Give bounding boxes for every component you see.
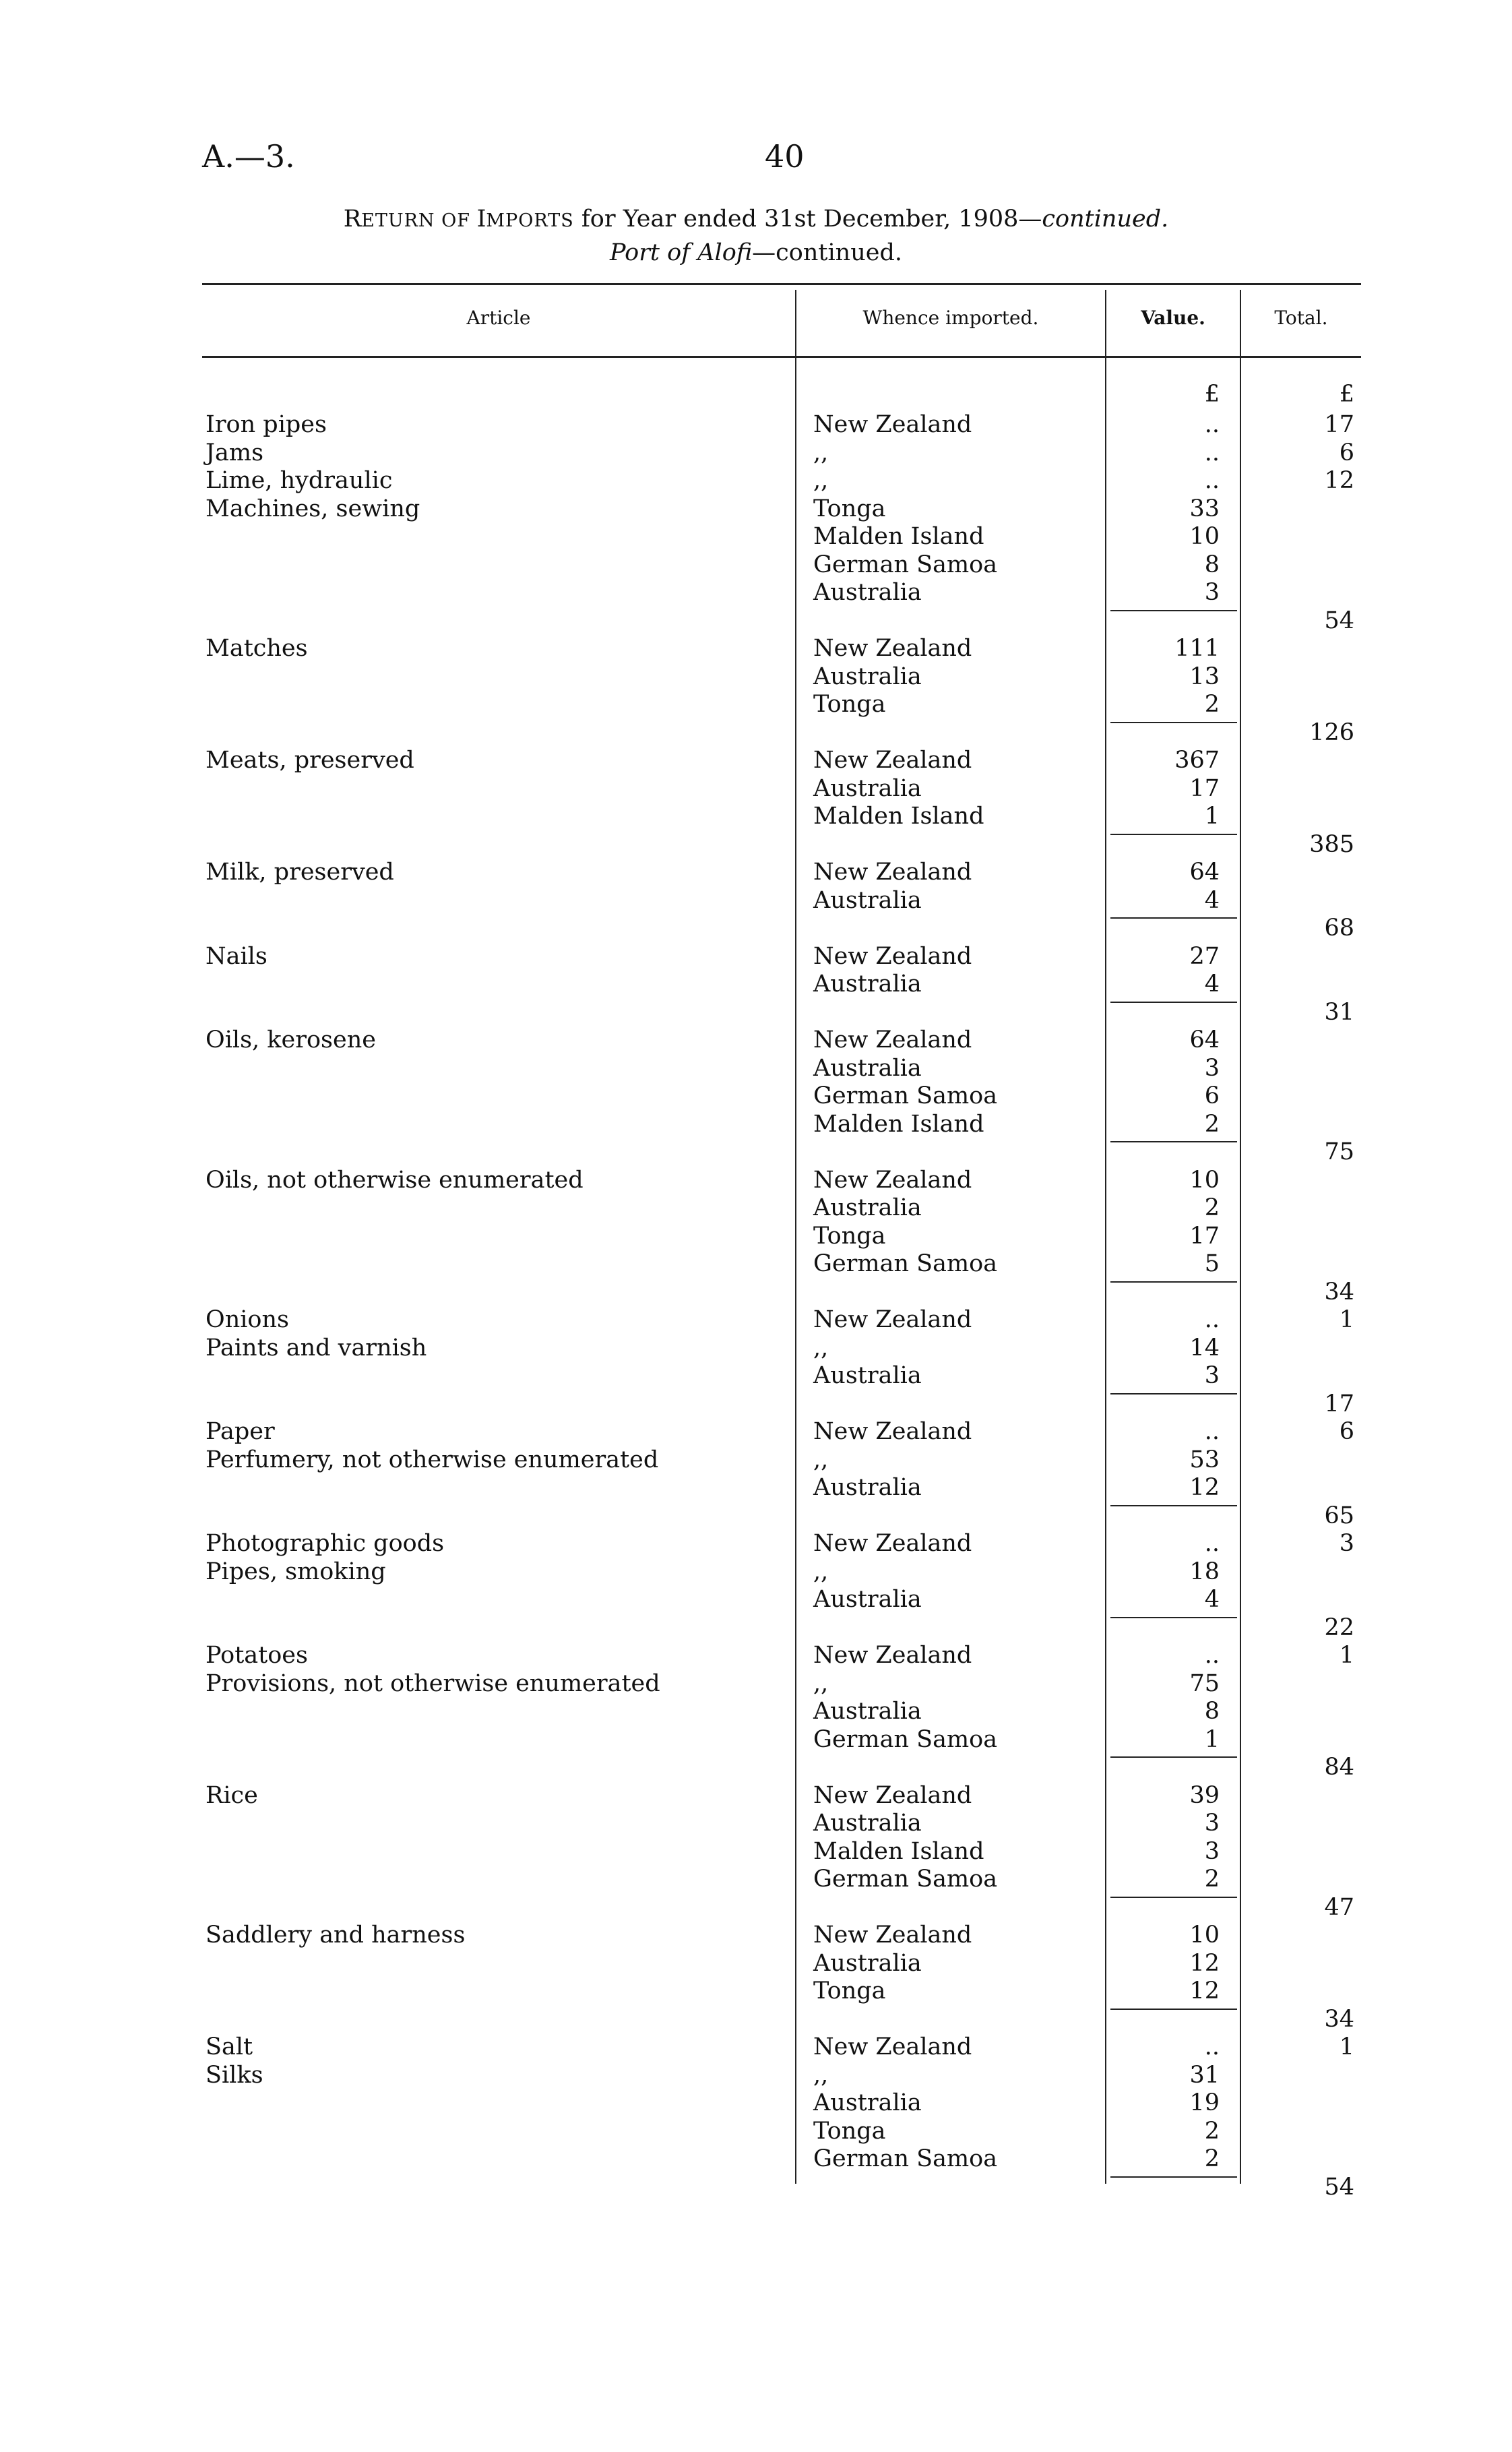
column-header-total: Total. [1274,307,1328,329]
total-cell: 75 [1324,1138,1354,1165]
whence-imported: Australia [813,886,922,914]
total-cell: 65 [1324,1502,1354,1529]
article-name: Lime, hydraulic [206,467,393,494]
value-cell: 18 [1189,1558,1220,1585]
value-cell: 4 [1204,971,1220,998]
total-cell: 47 [1324,1893,1354,1921]
value-cell: .. [1204,1306,1220,1333]
whence-imported: New Zealand [813,1642,972,1669]
article-name: Salt [206,2033,253,2060]
value-cell: 111 [1174,635,1220,662]
subtitle-text: —continued. [752,239,902,266]
value-cell: 53 [1189,1446,1220,1473]
value-cell: 75 [1189,1669,1220,1697]
article-name: Meats, preserved [206,747,414,774]
total-cell: 12 [1324,467,1354,494]
value-cell: 2 [1204,1194,1220,1221]
subtotal-rule [1110,1617,1237,1618]
subtotal-rule [1110,1393,1237,1394]
value-cell: 3 [1204,1810,1220,1837]
page-title [0,206,1512,233]
total-cell: 84 [1324,1754,1354,1781]
value-cell: 10 [1189,1166,1220,1194]
column-header-value: Value. [1141,307,1205,329]
article-name: Perfumery, not otherwise enumerated [206,1446,659,1473]
value-cell: .. [1204,439,1220,466]
whence-imported: ,, [813,1446,829,1473]
value-cell: 1 [1204,1725,1220,1753]
total-cell: 34 [1324,2005,1354,2033]
total-cell: 54 [1324,2173,1354,2201]
value-currency: £ [1204,381,1220,408]
total-cell: 1 [1339,2033,1354,2060]
whence-imported: German Samoa [813,1866,998,1893]
total-cell: 6 [1339,1418,1354,1445]
subtotal-rule [1110,917,1237,919]
value-cell: 64 [1189,859,1220,886]
subtotal-rule [1110,834,1237,835]
whence-imported: New Zealand [813,1306,972,1333]
value-cell: .. [1204,467,1220,494]
value-cell: 2 [1204,1866,1220,1893]
whence-imported: ,, [813,1669,829,1697]
page-number: 40 [765,138,805,175]
whence-imported: New Zealand [813,1418,972,1445]
whence-imported: New Zealand [813,1781,972,1809]
document-reference: A.—3. [202,138,295,175]
whence-imported: Australia [813,2089,922,2116]
value-cell: 3 [1204,1054,1220,1082]
column-header-whence: Whence imported. [862,307,1039,329]
whence-imported: New Zealand [813,1530,972,1557]
total-cell: 34 [1324,1278,1354,1306]
value-cell: .. [1204,1530,1220,1557]
total-cell: 126 [1309,718,1354,746]
column-divider-article [795,290,796,2184]
whence-imported: German Samoa [813,2145,998,2172]
column-header-article: Article [466,307,531,329]
article-name: Nails [206,942,267,970]
value-cell: 1 [1204,803,1220,830]
whence-imported: New Zealand [813,411,972,438]
subtotal-rule [1110,722,1237,723]
value-cell: 2 [1204,691,1220,718]
subtotal-rule [1110,2009,1237,2010]
subtotal-rule [1110,2176,1237,2178]
article-name: Matches [206,635,308,662]
whence-imported: Australia [813,1586,922,1613]
total-cell: 54 [1324,607,1354,634]
column-divider-value [1240,290,1241,2184]
whence-imported: Australia [813,1362,922,1389]
whence-imported: Malden Island [813,1110,984,1138]
whence-imported: New Zealand [813,747,972,774]
whence-imported: Malden Island [813,1837,984,1865]
whence-imported: New Zealand [813,1922,972,1949]
whence-imported: Australia [813,1474,922,1501]
total-currency: £ [1339,381,1354,408]
value-cell: .. [1204,1642,1220,1669]
page-subtitle [0,239,1512,266]
title-small-caps-2: MPORTS [486,210,574,231]
whence-imported: German Samoa [813,1250,998,1277]
value-cell: 2 [1204,2145,1220,2172]
whence-imported: New Zealand [813,859,972,886]
subtotal-rule [1110,1002,1237,1003]
whence-imported: New Zealand [813,942,972,970]
value-cell: 367 [1174,747,1220,774]
article-name: Provisions, not otherwise enumerated [206,1669,660,1697]
article-name: Saddlery and harness [206,1922,466,1949]
value-cell: 2 [1204,1110,1220,1138]
value-cell: 3 [1204,1362,1220,1389]
article-name: Pipes, smoking [206,1558,386,1585]
value-cell: 12 [1189,1474,1220,1501]
article-name: Machines, sewing [206,495,420,522]
total-cell: 385 [1309,830,1354,858]
whence-imported: Australia [813,971,922,998]
whence-imported: ,, [813,467,829,494]
whence-imported: New Zealand [813,1166,972,1194]
article-name: Oils, kerosene [206,1026,376,1053]
subtotal-rule [1110,1281,1237,1283]
total-cell: 1 [1339,1306,1354,1333]
whence-imported: New Zealand [813,1026,972,1053]
whence-imported: Australia [813,1054,922,1082]
value-cell: 12 [1189,1978,1220,2004]
column-divider-whence [1105,290,1106,2184]
value-cell: 10 [1189,523,1220,550]
subtotal-rule [1110,1141,1237,1142]
value-cell: .. [1204,411,1220,438]
value-cell: 27 [1189,942,1220,970]
whence-imported: ,, [813,1558,829,1585]
total-cell: 68 [1324,915,1354,942]
value-cell: 13 [1189,663,1220,690]
subtitle-italic: Port of Alofi [610,239,753,266]
title-small-caps-1: ETURN OF [361,210,477,231]
whence-imported: Australia [813,1810,922,1837]
total-cell: 1 [1339,1642,1354,1669]
article-name: Rice [206,1781,258,1809]
value-cell: 4 [1204,886,1220,914]
subtotal-rule [1110,1897,1237,1898]
whence-imported: German Samoa [813,1725,998,1753]
title-text: for Year ended 31st December, 1908— [573,206,1042,233]
value-cell: 64 [1189,1026,1220,1053]
whence-imported: Malden Island [813,523,984,550]
article-name: Iron pipes [206,411,327,438]
value-cell: 4 [1204,1586,1220,1613]
whence-imported: New Zealand [813,635,972,662]
value-cell: 14 [1189,1334,1220,1361]
value-cell: 6 [1204,1082,1220,1109]
value-cell: .. [1204,1418,1220,1445]
value-cell: 8 [1204,551,1220,578]
subtotal-rule [1110,1756,1237,1758]
value-cell: 10 [1189,1922,1220,1949]
value-cell: 31 [1189,2061,1220,2089]
total-cell: 22 [1324,1614,1354,1641]
article-name: Oils, not otherwise enumerated [206,1166,584,1194]
whence-imported: ,, [813,439,829,466]
article-name: Potatoes [206,1642,308,1669]
whence-imported: Tonga [813,691,886,718]
article-name: Photographic goods [206,1530,445,1557]
value-cell: 12 [1189,1949,1220,1977]
title-italic: continued. [1042,206,1169,233]
whence-imported: German Samoa [813,551,998,578]
whence-imported: New Zealand [813,2033,972,2060]
value-cell: 33 [1189,495,1220,522]
value-cell: 17 [1189,774,1220,802]
value-cell: 3 [1204,579,1220,606]
whence-imported: Tonga [813,495,886,522]
value-cell: 3 [1204,1837,1220,1865]
article-name: Milk, preserved [206,859,394,886]
whence-imported: Australia [813,1698,922,1725]
value-cell: 8 [1204,1698,1220,1725]
header-bottom-rule [202,356,1361,358]
whence-imported: Tonga [813,1222,886,1250]
title-cap-1: R [343,206,362,233]
article-name: Onions [206,1306,290,1333]
whence-imported: Tonga [813,1978,886,2004]
whence-imported: Australia [813,663,922,690]
whence-imported: Australia [813,1194,922,1221]
whence-imported: Australia [813,579,922,606]
whence-imported: German Samoa [813,1082,998,1109]
whence-imported: Australia [813,1949,922,1977]
value-cell: 39 [1189,1781,1220,1809]
total-cell: 3 [1339,1530,1354,1557]
whence-imported: Malden Island [813,803,984,830]
table-top-rule [202,283,1361,285]
value-cell: 19 [1189,2089,1220,2116]
whence-imported: ,, [813,1334,829,1361]
article-name: Jams [206,439,264,466]
article-name: Paper [206,1418,275,1445]
article-name: Paints and varnish [206,1334,427,1361]
whence-imported: Australia [813,774,922,802]
whence-imported: Tonga [813,2117,886,2145]
total-cell: 17 [1324,1390,1354,1417]
total-cell: 6 [1339,439,1354,466]
value-cell: .. [1204,2033,1220,2060]
whence-imported: ,, [813,2061,829,2089]
value-cell: 5 [1204,1250,1220,1277]
article-name: Silks [206,2061,263,2089]
subtotal-rule [1110,610,1237,611]
value-cell: 2 [1204,2117,1220,2145]
total-cell: 31 [1324,998,1354,1026]
title-cap-2: I [476,206,486,233]
value-cell: 17 [1189,1222,1220,1250]
subtotal-rule [1110,1505,1237,1506]
total-cell: 17 [1324,411,1354,438]
